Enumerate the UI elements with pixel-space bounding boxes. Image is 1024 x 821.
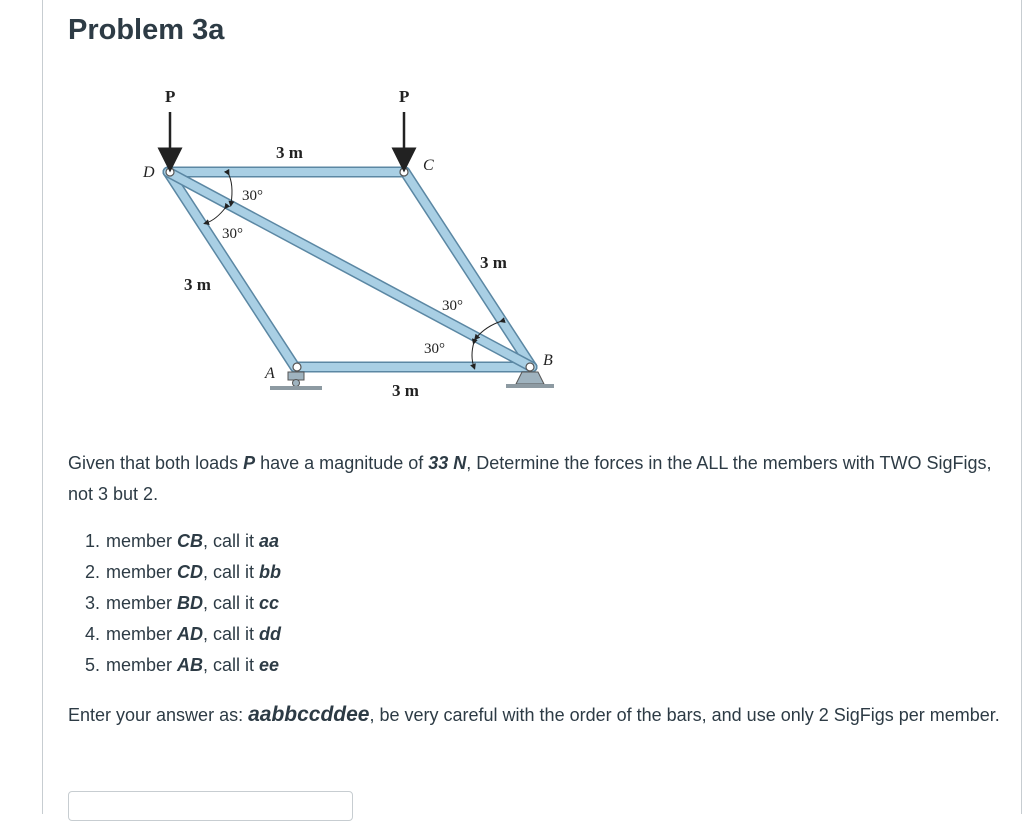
right-divider [1021, 0, 1022, 814]
dimension-right: 3 m [480, 253, 507, 272]
support-a [270, 372, 322, 390]
member-name: AD [177, 624, 204, 644]
member-name: CB [177, 531, 204, 551]
pin-d [166, 168, 174, 176]
list-item: 4. member AD, call it dd [84, 624, 282, 644]
angle-label-b-bottom: 30° [424, 341, 445, 357]
list-item: 5. member AB, call it ee [84, 655, 280, 675]
left-divider [42, 0, 43, 814]
dimension-top: 3 m [276, 143, 303, 162]
truss-diagram [130, 80, 580, 410]
member-name: BD [177, 593, 204, 613]
load-label-right: P [399, 87, 410, 106]
pin-b [526, 363, 534, 371]
angle-label-d-top: 30° [242, 188, 263, 204]
load-label-left: P [165, 87, 176, 106]
answer-instructions: Enter your answer as: aabbccddee, be very careful with the order of the bars, and use only 2 SigFigs per member. [68, 703, 1000, 726]
member-code: ee [259, 655, 280, 675]
node-label-d: D [143, 164, 155, 181]
member-name: CD [177, 562, 204, 582]
prompt-text-3: , Determine the forces in the ALL the members with TWO SigFigs, not 3 but 2. [68, 453, 992, 504]
angle-label-b-top: 30° [442, 298, 463, 314]
prompt-text-1: Given that both loads [68, 453, 244, 473]
dimension-left: 3 m [184, 275, 211, 294]
page-title: Problem 3a [68, 14, 225, 46]
member-code: aa [259, 531, 280, 551]
list-item: 3. member BD, call it cc [84, 593, 280, 613]
pin-a [293, 363, 301, 371]
list-item: 2. member CD, call it bb [84, 562, 282, 582]
dimension-bottom: 3 m [392, 381, 419, 400]
member-code: cc [259, 593, 280, 613]
prompt-load: P [243, 453, 256, 473]
node-label-a: A [265, 365, 275, 382]
member-name: AB [177, 655, 204, 675]
problem-statement [68, 448, 1008, 510]
member-list [68, 526, 281, 681]
pin-c [400, 168, 408, 176]
members [168, 172, 532, 367]
member-code: bb [259, 562, 282, 582]
node-label-b: B [543, 352, 553, 369]
list-item: 1. member CB, call it aa [84, 531, 280, 551]
answer-format-code: aabbccddee [248, 703, 370, 726]
member-code: dd [259, 624, 282, 644]
answer-input[interactable] [68, 791, 353, 821]
node-label-c: C [423, 157, 434, 174]
angle-arc-d-bottom [206, 207, 226, 223]
angle-label-d-bottom: 30° [222, 226, 243, 242]
prompt-magnitude: 33 N [428, 453, 467, 473]
support-b [506, 372, 554, 388]
member-db-fill [168, 172, 532, 367]
truss-figure [130, 80, 580, 410]
prompt-text-2: have a magnitude of [255, 453, 429, 473]
